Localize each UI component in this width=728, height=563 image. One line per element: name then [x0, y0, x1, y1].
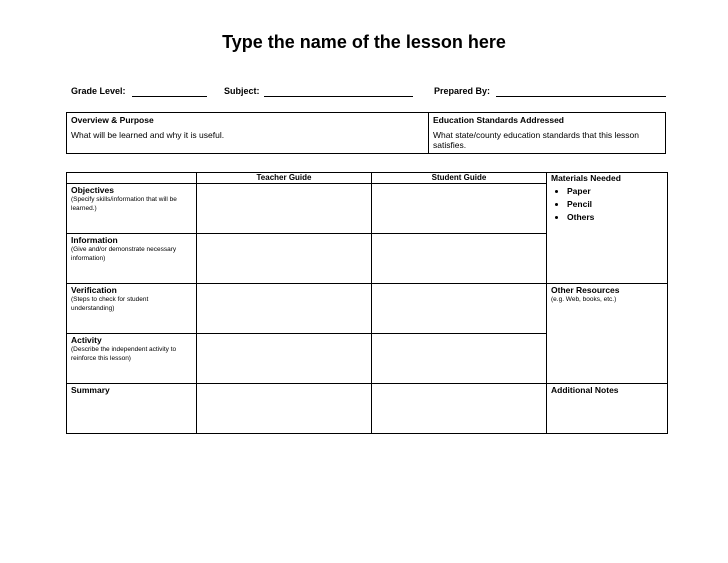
information-desc: (Give and/or demonstrate necessary information): [71, 246, 177, 262]
summary-teacher-cell[interactable]: [197, 384, 372, 434]
subject-field[interactable]: [264, 96, 413, 97]
lesson-plan-table: [66, 172, 668, 434]
standards-text: What state/county education standards that this lesson satisfies.: [433, 130, 640, 150]
verification-title: Verification: [71, 285, 117, 295]
teacher-guide-header: Teacher Guide: [197, 173, 372, 184]
objectives-desc: (Specify skills/information that will be learned.): [71, 196, 177, 212]
information-student-cell[interactable]: [372, 234, 547, 284]
objectives-student-cell[interactable]: [372, 184, 547, 234]
prepared-by-label: Prepared By:: [434, 86, 491, 96]
table-row: [67, 284, 668, 334]
list-item: • Others: [567, 212, 663, 222]
information-title: Information: [71, 235, 118, 245]
activity-title: Activity: [71, 335, 102, 345]
overview-cell[interactable]: [67, 113, 429, 153]
verification-label-cell: [67, 284, 197, 334]
verification-teacher-cell[interactable]: [197, 284, 372, 334]
summary-title: Summary: [71, 385, 110, 395]
additional-notes-cell[interactable]: [547, 384, 668, 434]
subject-label: Subject:: [224, 86, 260, 96]
grade-level-field[interactable]: [132, 96, 207, 97]
overview-standards-box: [66, 112, 666, 154]
prepared-by-field[interactable]: [496, 96, 666, 97]
other-resources-heading: Other Resources: [551, 285, 620, 295]
standards-heading: Education Standards Addressed: [433, 115, 564, 125]
list-item: • Pencil: [567, 199, 663, 209]
materials-needed-heading: Materials Needed: [551, 173, 621, 183]
table-header-row: [67, 173, 668, 184]
objectives-teacher-cell[interactable]: [197, 184, 372, 234]
grade-level-label: Grade Level:: [71, 86, 126, 96]
activity-student-cell[interactable]: [372, 334, 547, 384]
additional-notes-heading: Additional Notes: [551, 385, 619, 395]
student-guide-header: Student Guide: [372, 173, 547, 184]
other-resources-desc: (e.g. Web, books, etc.): [551, 296, 617, 303]
information-teacher-cell[interactable]: [197, 234, 372, 284]
materials-list: [551, 186, 663, 222]
information-label-cell: [67, 234, 197, 284]
standards-cell[interactable]: [429, 113, 665, 153]
materials-needed-cell[interactable]: [547, 173, 668, 284]
overview-heading: Overview & Purpose: [71, 115, 154, 125]
activity-desc: (Describe the independent activity to reinforce this lesson): [71, 346, 177, 362]
lesson-title: Type the name of the lesson here: [222, 32, 506, 52]
activity-teacher-cell[interactable]: [197, 334, 372, 384]
list-item: • Paper: [567, 186, 663, 196]
table-row: [67, 384, 668, 434]
summary-label-cell: [67, 384, 197, 434]
verification-desc: (Steps to check for student understanding): [71, 296, 149, 312]
header-blank-cell: [67, 173, 197, 184]
other-resources-cell[interactable]: [547, 284, 668, 384]
overview-text: What will be learned and why it is useful.: [71, 130, 225, 140]
objectives-title: Objectives: [71, 185, 114, 195]
summary-student-cell[interactable]: [372, 384, 547, 434]
verification-student-cell[interactable]: [372, 284, 547, 334]
activity-label-cell: [67, 334, 197, 384]
objectives-label-cell: [67, 184, 197, 234]
